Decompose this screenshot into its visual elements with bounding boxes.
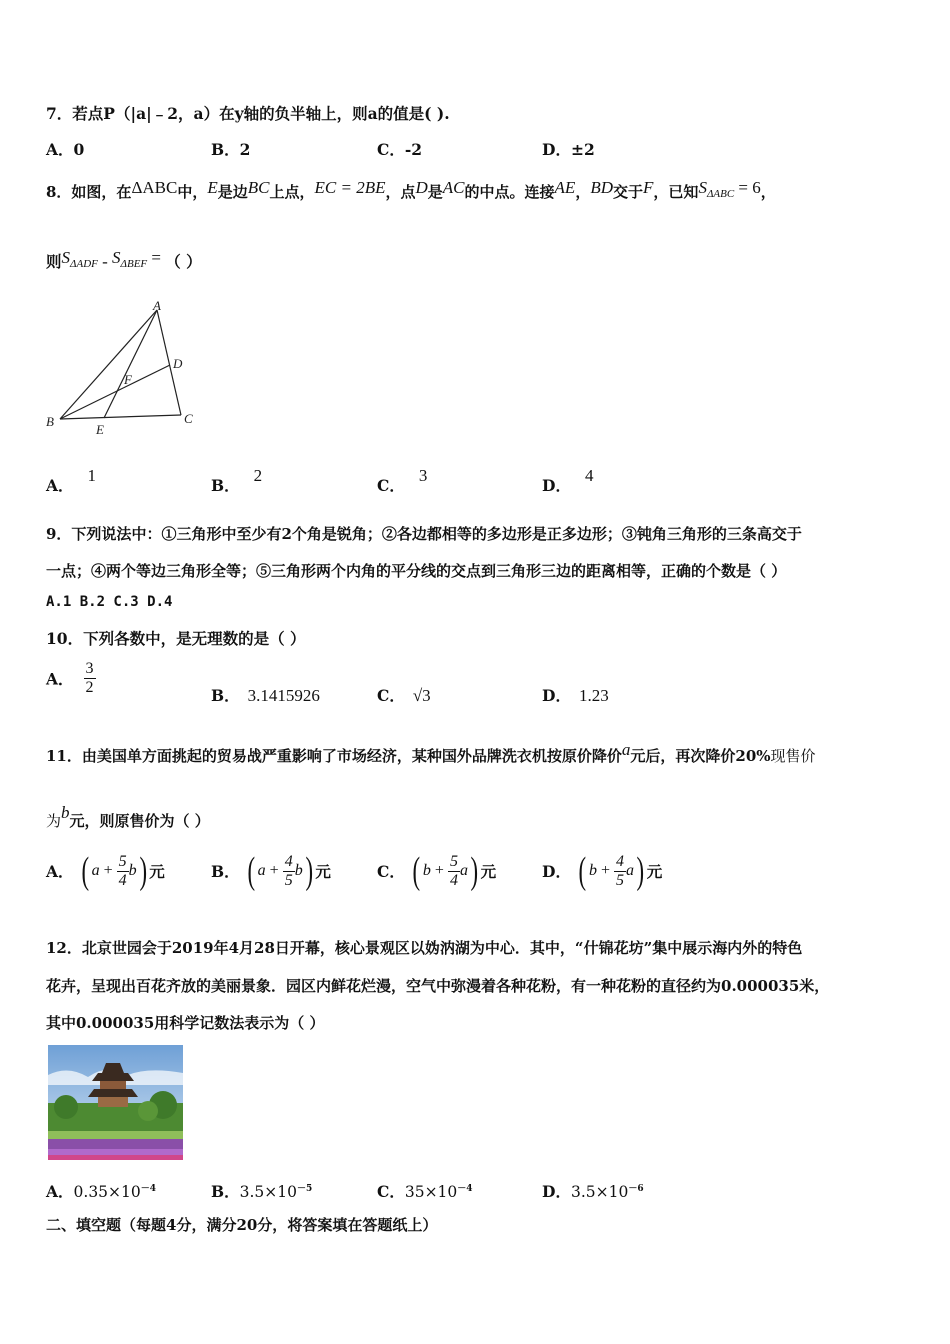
q8-option-b: B．2 xyxy=(211,466,263,495)
q11-stem-line1: 11．由美国单方面挑起的贸易战严重影响了市场经济，某种国外品牌洗衣机按原价降价a元后，再次降价20%现售价 xyxy=(46,740,816,765)
label-f: F xyxy=(124,372,132,387)
q12-stem-line2: 花卉，呈现出百花齐放的美丽景象．园区内鲜花烂漫，空气中弥漫着各种花粉，有一种花粉的直径约为0.000035米， xyxy=(46,977,830,995)
q9-stem-line1: 9．下列说法中：①三角形中至少有2个角是锐角；②各边都相等的多边形是正多边形；③钝角三角形的三条高交于 xyxy=(46,525,802,543)
section-2-heading: 二、填空题（每题4分，满分20分，将答案填在答题纸上） xyxy=(46,1216,438,1234)
q12-option-a: A．$0.35\times 10^{-4}$ xyxy=(46,1182,157,1201)
q10-stem: 10．下列各数中，是无理数的是（ ） xyxy=(46,629,306,648)
label-b: B xyxy=(46,414,54,429)
segment-bd xyxy=(60,365,170,419)
label-c: C xyxy=(184,411,193,426)
q10-option-d: D． 1.23 xyxy=(542,686,609,705)
q8-option-d: D．4 xyxy=(542,466,594,495)
label-e: E xyxy=(96,422,104,437)
q7-stem: 7．若点P（|a|﹣2，a）在y轴的负半轴上，则a的值是( ). xyxy=(46,104,450,123)
q7-option-c: C．-2 xyxy=(377,140,423,159)
q7-option-d: D．±2 xyxy=(542,140,595,159)
q12-option-c: C．$35\times 10^{-4}$ xyxy=(377,1182,473,1201)
label-a: A xyxy=(153,298,161,313)
q11-option-d: D． ( b + $\frac{4}{5}$ a ) 元 xyxy=(542,850,663,892)
q12-option-b: B．$3.5\times 10^{-5}$ xyxy=(211,1182,313,1201)
q12-stem-line3: 其中0.000035用科学记数法表示为（ ） xyxy=(46,1014,325,1032)
q7-option-b: B．2 xyxy=(211,140,251,159)
q10-option-a: A． $\frac{3}{2}$ xyxy=(46,660,94,696)
q11-option-a: A． ( a + $\frac{5}{4}$ b ) 元 xyxy=(46,850,165,892)
label-d: D xyxy=(173,356,183,371)
q10-option-b: B． 3.1415926 xyxy=(211,686,320,705)
q8-stem-line1: 8．如图，在ΔABC中，E是边BC上点，EC = 2BE，点D是AC的中点。连接AE，BD交于F，已知SΔABC = 6， xyxy=(46,178,776,201)
q8-option-c: C．3 xyxy=(377,466,428,495)
q12-stem-line1: 12．北京世园会于2019年4月28日开幕，核心景观区以妫汭湖为中心．其中，“什锦花坊”集中展示海内外的特色 xyxy=(46,939,803,957)
q10-option-c: C． √3 xyxy=(377,686,431,705)
q11-stem-line2: 为b元，则原售价为（ ） xyxy=(46,803,210,830)
segment-bc xyxy=(60,415,181,419)
segment-ab xyxy=(60,310,157,419)
q12-option-d: D．$3.5\times 10^{-6}$ xyxy=(542,1182,644,1201)
q11-option-c: C． ( b + $\frac{5}{4}$ a ) 元 xyxy=(377,850,497,892)
triangle-figure xyxy=(40,298,210,438)
q8-option-a: A．1 xyxy=(46,466,97,495)
q8-stem-line2: 则SΔADF - SΔBEF = （ ） xyxy=(46,248,202,271)
q9-options: A.1 B.2 C.3 D.4 xyxy=(46,594,173,610)
q9-stem-line2: 一点；④两个等边三角形全等；⑤三角形两个内角的平分线的交点到三角形三边的距离相等，正确的个数是（ ） xyxy=(46,562,787,580)
q7-option-a: A．0 xyxy=(46,140,85,159)
segment-ae xyxy=(104,310,157,418)
q11-option-b: B． ( a + $\frac{4}{5}$ b ) 元 xyxy=(211,850,331,892)
garden-photo xyxy=(48,1045,183,1160)
